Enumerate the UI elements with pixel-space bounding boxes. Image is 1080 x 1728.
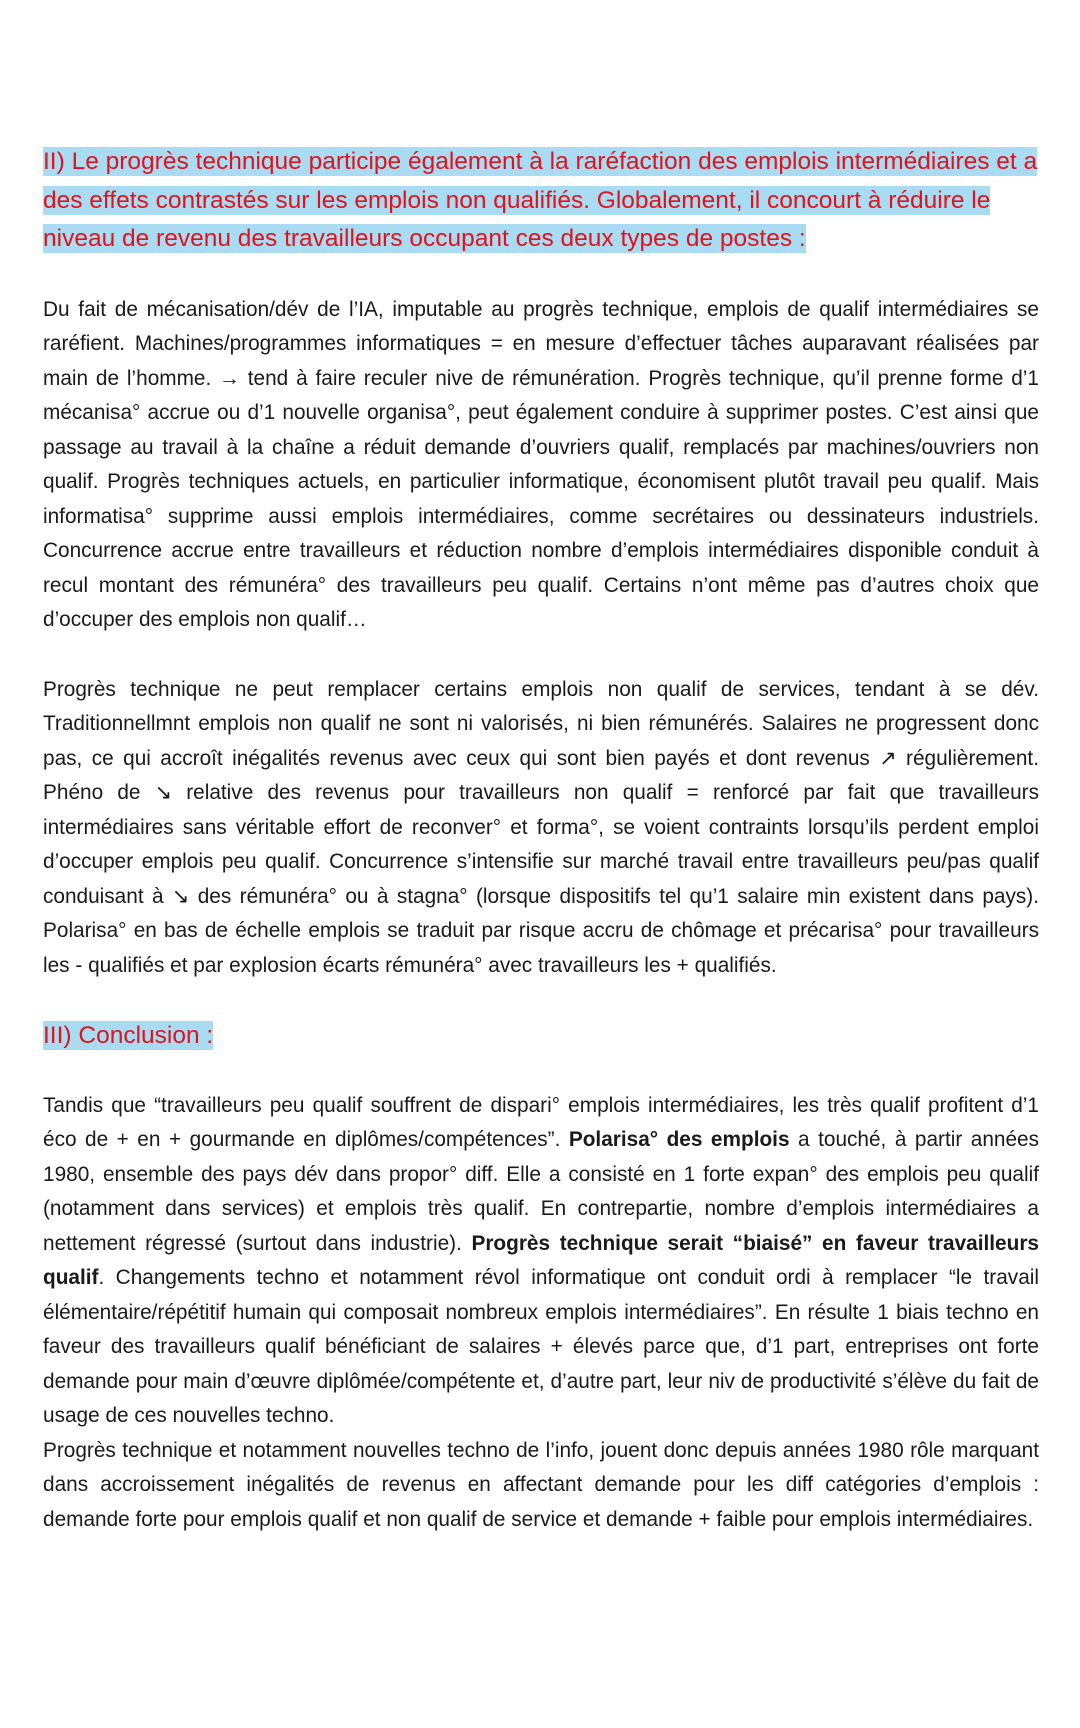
conclusion-paragraph-2: Progrès technique et notamment nouvelles techno de l’info, jouent donc depuis années 1980 rôle marquant dans accroissement inégalités de revenus en affectant demande pour les diff catégories d’emplois : demande forte pour emplois qualif et non qualif de service et demande + faible pour emplois intermédiaires. [43,1438,1039,1531]
section-2-heading [43,143,1039,259]
conclusion-bold-polarisation: Polarisa° des emplois [568,1128,790,1151]
section-2-heading-text: II) Le progrès technique participe également à la raréfaction des emplois intermédiaires et a des effets contrastés sur les emplois non qualifiés. Globalement, il concourt à réduire le niveau de revenu des travailleurs occupant ces deux types de postes : [43,148,1038,252]
section-3-heading-text: III) Conclusion : [43,1022,214,1049]
section-2-paragraph-2: Progrès technique ne peut remplacer certains emplois non qualif de services, tendant à se dév. Traditionnellmnt emplois non qualif ne sont ni valorisés, ni bien rémunérés. Salaires ne progressent donc pas, ce qui accroît inégalités revenus avec ceux qui sont bien payés et dont revenus ↗ régulièrement. Phéno de ↘ relative des revenus pour travailleurs non qualif = renforcé par fait que travailleurs intermédiaires sans véritable effort de reconver° et forma°, se voient contraints lorsqu’ils perdent emploi d’occuper emplois peu qualif. Concurrence s’intensifie sur marché travail entre travailleurs peu/pas qualif conduisant à ↘ des rémunéra° ou à stagna° (lorsque dispositifs tel qu’1 salaire min existent dans pays). Polarisa° en bas de échelle emplois se traduit par risque accru de chômage et précarisa° pour travailleurs les - qualifiés et par explosion écarts rémunéra° avec travailleurs les + qualifiés. [43,677,1039,977]
conclusion-text-2: a touché, à partir années 1980, ensemble des pays dév dans propor° diff. Elle a consisté en 1 forte expan° des emplois peu qualif (notamment dans services) et emplois très qualif. En contrepartie, nombre d’emplois intermédiaires a nettement régressé (surtout dans industrie). [43,1128,1039,1255]
conclusion-text-1: Tandis que “travailleurs peu qualif souffrent de dispari° emplois intermédiaires, les très qualif profitent d’1 éco de + en + gourmande en diplômes/compétences”. [43,1093,1039,1151]
conclusion-text-3: . Changements techno et notamment révol informatique ont conduit ordi à remplacer “le travail élémentaire/répétitif humain qui composait nombreux emplois intermédiaires”. En résulte 1 biais techno en faveur des travailleurs qualif bénéficiant de salaires + élevés parce que, d’1 part, entreprises ont forte demande pour main d’œuvre diplômée/compétente et, d’autre part, leur niv de productivité s’élève du fait de usage de ces nouvelles techno. [43,1266,1039,1427]
section-3-heading [43,1017,1039,1056]
section-2-paragraph-1: Du fait de mécanisation/dév de l’IA, imputable au progrès technique, emplois de qualif intermédiaires se raréfient. Machines/programmes informatiques = en mesure d’effectuer tâches auparavant réalisées par main de l’homme. → tend à faire reculer nive de rémunération. Progrès technique, qu’il prenne forme d’1 mécanisa° accrue ou d’1 nouvelle organisa°, peut également conduire à supprimer postes. C’est ainsi que passage au travail à la chaîne a réduit demande d’ouvriers qualif, remplacés par machines/ouvriers non qualif. Progrès techniques actuels, en particulier informatique, économisent plutôt travail peu qualif. Mais informatisa° supprime aussi emplois intermédiaires, comme secrétaires ou dessinateurs industriels. Concurrence accrue entre travailleurs et réduction nombre d’emplois intermédiaires disponible conduit à recul montant des rémunéra° des travailleurs peu qualif. Certains n’ont même pas d’autres choix que d’occuper des emplois non qualif… [43,297,1039,631]
conclusion-bold-biais: Progrès technique serait “biaisé” en faveur travailleurs qualif [43,1231,1039,1289]
conclusion-paragraph-1 [43,1089,1039,1434]
document-page [43,143,1039,1537]
